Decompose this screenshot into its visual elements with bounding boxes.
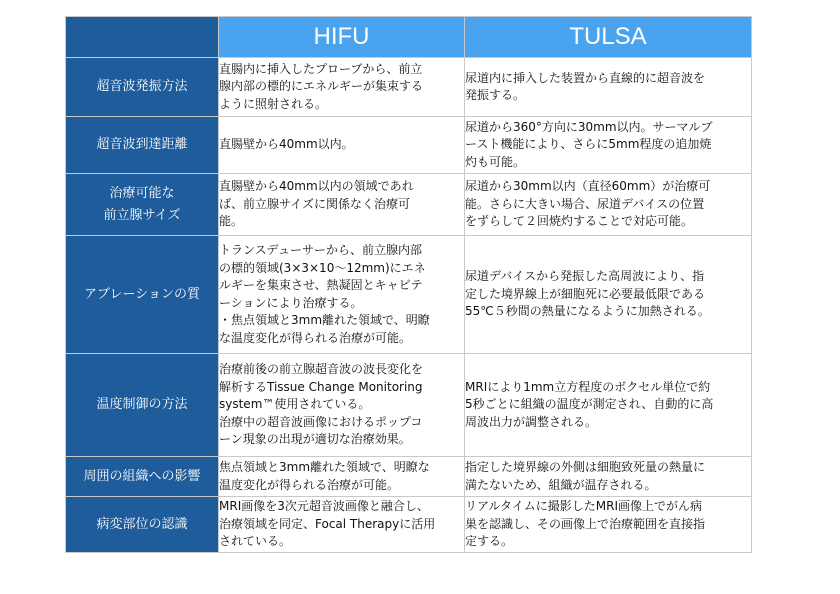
table-row [66,236,752,354]
tulsa-cell: 指定した境界線の外側は細胞致死量の熱量に 満たないため、組織が温存される。 [465,457,752,497]
hifu-cell: 直腸壁から40mm以内の領域であれ ば、前立腺サイズに関係なく治療可 能。 [219,174,465,236]
tulsa-cell: 尿道から30mm以内（直径60mm）が治療可 能。さらに大きい場合、尿道デバイスの位置 をずらして２回焼灼することで対応可能。 [465,174,752,236]
hifu-cell: トランスデューサーから、前立腺内部 の標的領域(3×3×10〜12mm)にエネ ルギーを集束させ、熱凝固とキャビテ ーションにより治療する。 ・焦点領域と3mm離れた領域で、明瞭 な温度変化が得られる治療が可能。 [219,236,465,354]
row-header: 超音波発振方法 [66,58,219,117]
tulsa-cell: 尿道から360°方向に30mm以内。サーマルブ ースト機能により、さらに5mm程度の追加焼 灼も可能。 [465,117,752,174]
row-header: 温度制御の方法 [66,354,219,457]
table-row [66,457,752,497]
tulsa-cell: MRIにより1mm立方程度のボクセル単位で約 5秒ごとに組織の温度が測定され、自動的に高 周波出力が調整される。 [465,354,752,457]
row-header: 周囲の組織への影響 [66,457,219,497]
row-header: 超音波到達距離 [66,117,219,174]
tulsa-cell: 尿道デバイスから発振した高周波により、指 定した境界線上が細胞死に必要最低限である 55℃５秒間の熱量になるように加熱される。 [465,236,752,354]
table-row [66,174,752,236]
column-header-hifu: HIFU [219,17,465,58]
corner-cell [66,17,219,58]
tulsa-cell: リアルタイムに撮影したMRI画像上でがん病 巣を認識し、その画像上で治療範囲を直接指 定する。 [465,497,752,553]
row-header: アブレーションの質 [66,236,219,354]
table-row [66,117,752,174]
comparison-table [65,16,752,553]
hifu-cell: 直腸内に挿入したプローブから、前立 腺内部の標的にエネルギーが集束する ように照射される。 [219,58,465,117]
header-row [66,17,752,58]
hifu-cell: 焦点領域と3mm離れた領域で、明瞭な 温度変化が得られる治療が可能。 [219,457,465,497]
table-row [66,497,752,553]
row-header: 病変部位の認識 [66,497,219,553]
column-header-tulsa: TULSA [465,17,752,58]
row-header: 治療可能な 前立腺サイズ [66,174,219,236]
hifu-cell: MRI画像を3次元超音波画像と融合し、 治療領域を同定、Focal Therapyに活用 されている。 [219,497,465,553]
table-row [66,58,752,117]
tulsa-cell: 尿道内に挿入した装置から直線的に超音波を 発振する。 [465,58,752,117]
table-row [66,354,752,457]
hifu-cell: 直腸壁から40mm以内。 [219,117,465,174]
hifu-cell: 治療前後の前立腺超音波の波長変化を 解析するTissue Change Monitoring system™使用されている。 治療中の超音波画像におけるポップコ ーン現象の出現が適切な治療効果。 [219,354,465,457]
